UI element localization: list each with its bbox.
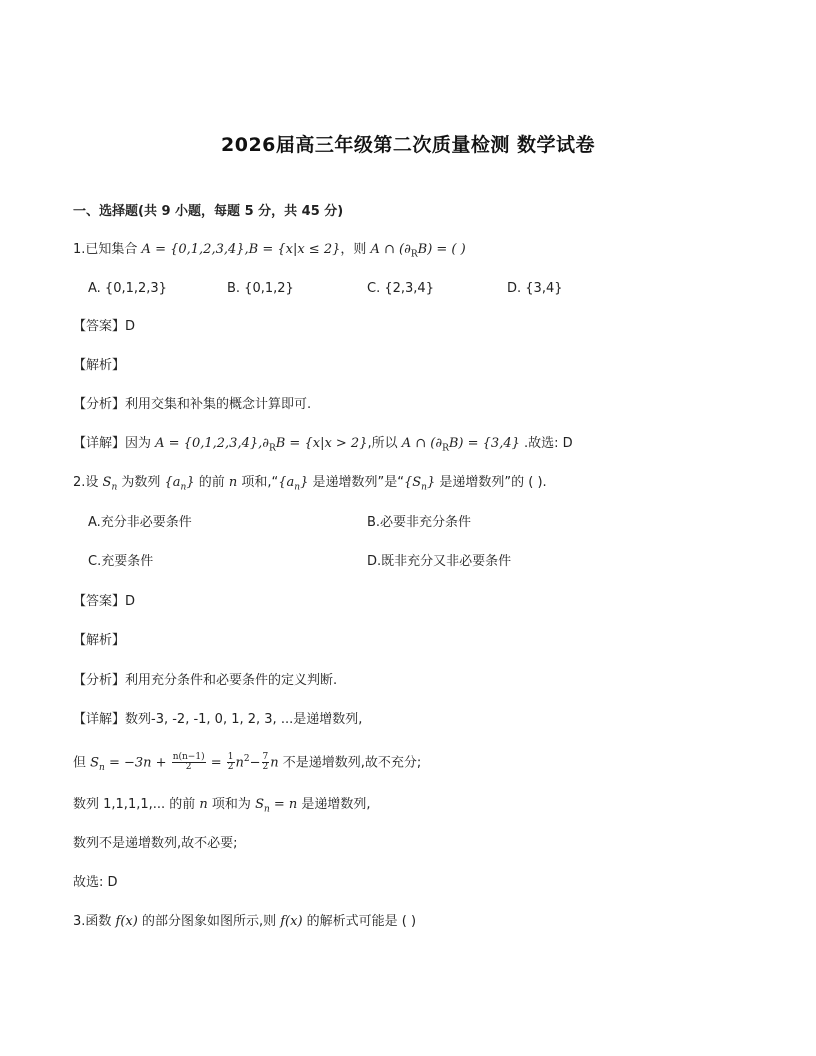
- fraction: $\frac{1}{2}$: [227, 752, 234, 773]
- question-2-detail-4: 数列不是递增数列,故不必要;: [73, 836, 238, 851]
- question-2-detail-1: 【详解】数列-3, -2, -1, 0, 1, 2, 3, ...是递增数列,: [73, 712, 363, 727]
- question-1-detail: 【详解】因为 $A = \{0,1,2,3,4\},\partial_RB = \{x|x > 2\}$,所以 A ∩ $(\partial_RB) = \{3,4\}$ .故选: D: [73, 436, 573, 454]
- question-1-option-b[interactable]: B. {0,1,2}: [227, 281, 294, 296]
- question-2-option-d[interactable]: D.既非充分又非必要条件: [367, 554, 512, 569]
- question-2-analysis-heading: 【解析】: [73, 633, 126, 648]
- question-2-detail-3: 数列 1,1,1,1,... 的前 n 项和为 $S_n = n$ 是递增数列,: [73, 797, 371, 815]
- question-2-detail-5: 故选: D: [73, 875, 118, 890]
- question-1-stem: 1.已知集合 A = {0,1,2,3,4},B = {x|x ≤ 2}，则 A ∩ $(\partial_RB)$ = ( ): [73, 242, 466, 260]
- section-heading: 一、选择题(共 9 小题，每题 5 分，共 45 分): [73, 204, 344, 219]
- exam-title: 2026届高三年级第二次质量检测 数学试卷: [221, 134, 595, 156]
- question-3-stem: 3.函数 f(x) 的部分图象如图所示,则 f(x) 的解析式可能是 ( ): [73, 914, 417, 929]
- question-1-analysis: 【分析】利用交集和补集的概念计算即可.: [73, 397, 312, 412]
- question-1-option-d[interactable]: D. {3,4}: [507, 281, 563, 296]
- question-2-option-c[interactable]: C.充要条件: [88, 554, 154, 569]
- question-1-option-c[interactable]: C. {2,3,4}: [367, 281, 434, 296]
- fraction: $\frac{n(n-1)}{2}$: [172, 752, 205, 773]
- question-1-analysis-heading: 【解析】: [73, 358, 126, 373]
- question-2-option-b[interactable]: B.必要非充分条件: [367, 515, 472, 530]
- question-1-answer: 【答案】D: [73, 319, 136, 334]
- question-2-stem: 2.设 $S_n$ 为数列 $\{a_n\}$ 的前 n 项和$,“\{a_n\}$ 是递增数列”是“$\{S_n\}$ 是递增数列”的 ( ).: [73, 475, 547, 493]
- fraction: $\frac{7}{2}$: [262, 752, 269, 773]
- question-1-option-a[interactable]: A. {0,1,2,3}: [88, 281, 167, 296]
- question-2-option-a[interactable]: A.充分非必要条件: [88, 515, 192, 530]
- question-2-detail-2: 但 $S_n = -3n$ + $\frac{n(n-1)}{2}$ = $\frac{1}{2}$ $n^2-$ $\frac{7}{2}$ n 不是递增数列,故不充分;: [73, 752, 422, 773]
- question-2-answer: 【答案】D: [73, 594, 136, 609]
- question-2-analysis: 【分析】利用充分条件和必要条件的定义判断.: [73, 673, 338, 688]
